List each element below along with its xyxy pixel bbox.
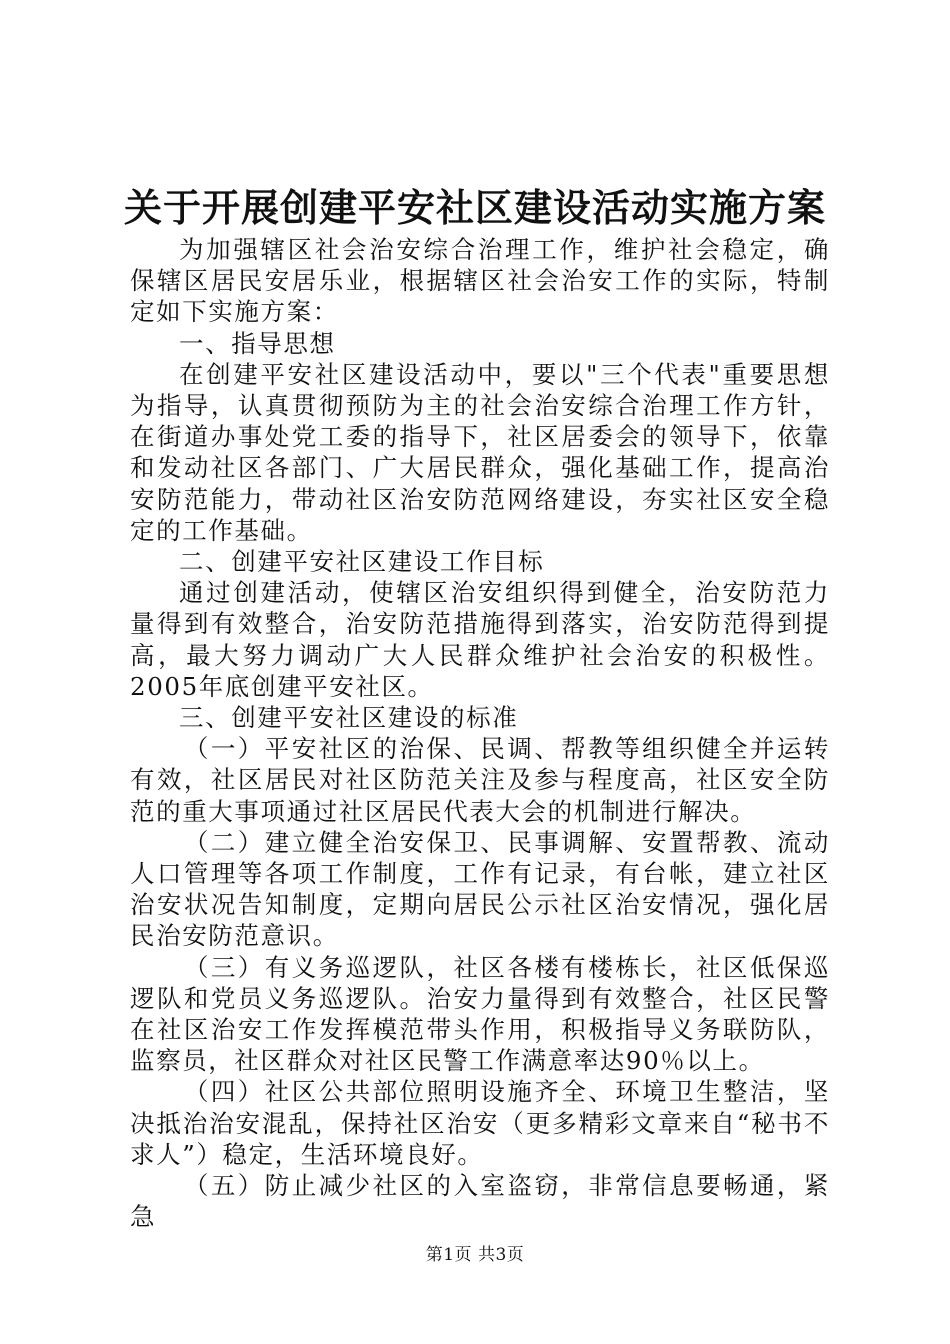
section-heading-standards: 三、创建平安社区建设的标准 <box>179 703 519 733</box>
page-number-footer: 第1页 共3页 <box>425 1245 525 1265</box>
intro-paragraph: 为加强辖区社会治安综合治理工作，维护社会稳定，确保辖区居民安居乐业，根据辖区社会治安工作的实际，特制定如下实施方案： <box>130 235 830 327</box>
section-heading-guiding-thought: 一、指导思想 <box>179 328 336 358</box>
goals-paragraph: 通过创建活动，使辖区治安组织得到健全，治安防范力量得到有效整合，治安防范措施得到落实，治安防范得到提高，最大努力调动广大人民群众维护社会治安的积极性。2005年底创建平安社区。 <box>130 578 830 701</box>
standard-item-3: （三）有义务巡逻队，社区各楼有楼栋长，社区低保巡逻队和党员义务巡逻队。治安力量得到有效整合，社区民警在社区治安工作发挥模范带头作用，积极指导义务联防队，监察员，社区群众对社区民警工作满意率达90％以上。 <box>130 952 830 1076</box>
standard-item-4: （四）社区公共部位照明设施齐全、环境卫生整洁，坚决抵治治安混乱，保持社区治安（更多精彩文章来自“秘书不求人”）稳定，生活环境良好。 <box>130 1077 830 1169</box>
document-body <box>130 234 830 1233</box>
standard-item-1: （一）平安社区的治保、民调、帮教等组织健全并运转有效，社区居民对社区防范关注及参与程度高，社区安全防范的重大事项通过社区居民代表大会的机制进行解决。 <box>130 734 830 826</box>
standard-item-2: （二）建立健全治安保卫、民事调解、安置帮教、流动人口管理等各项工作制度，工作有记录，有台帐，建立社区治安状况告知制度，定期向居民公示社区治安情况，强化居民治安防范意识。 <box>130 827 830 951</box>
document-title: 关于开展创建平安社区建设活动实施方案 <box>123 185 826 230</box>
standard-item-5: （五）防止减少社区的入室盗窃，非常信息要畅通，紧急 <box>130 1171 830 1232</box>
section-heading-goals: 二、创建平安社区建设工作目标 <box>179 547 545 577</box>
guiding-thought-paragraph: 在创建平安社区建设活动中，要以"三个代表"重要思想为指导，认真贯彻预防为主的社会治安综合治理工作方针，在街道办事处党工委的指导下，社区居委会的领导下，依靠和发动社区各部门、广大居民群众，强化基础工作，提高治安防范能力，带动社区治安防范网络建设，夯实社区安全稳定的工作基础。 <box>130 359 830 545</box>
